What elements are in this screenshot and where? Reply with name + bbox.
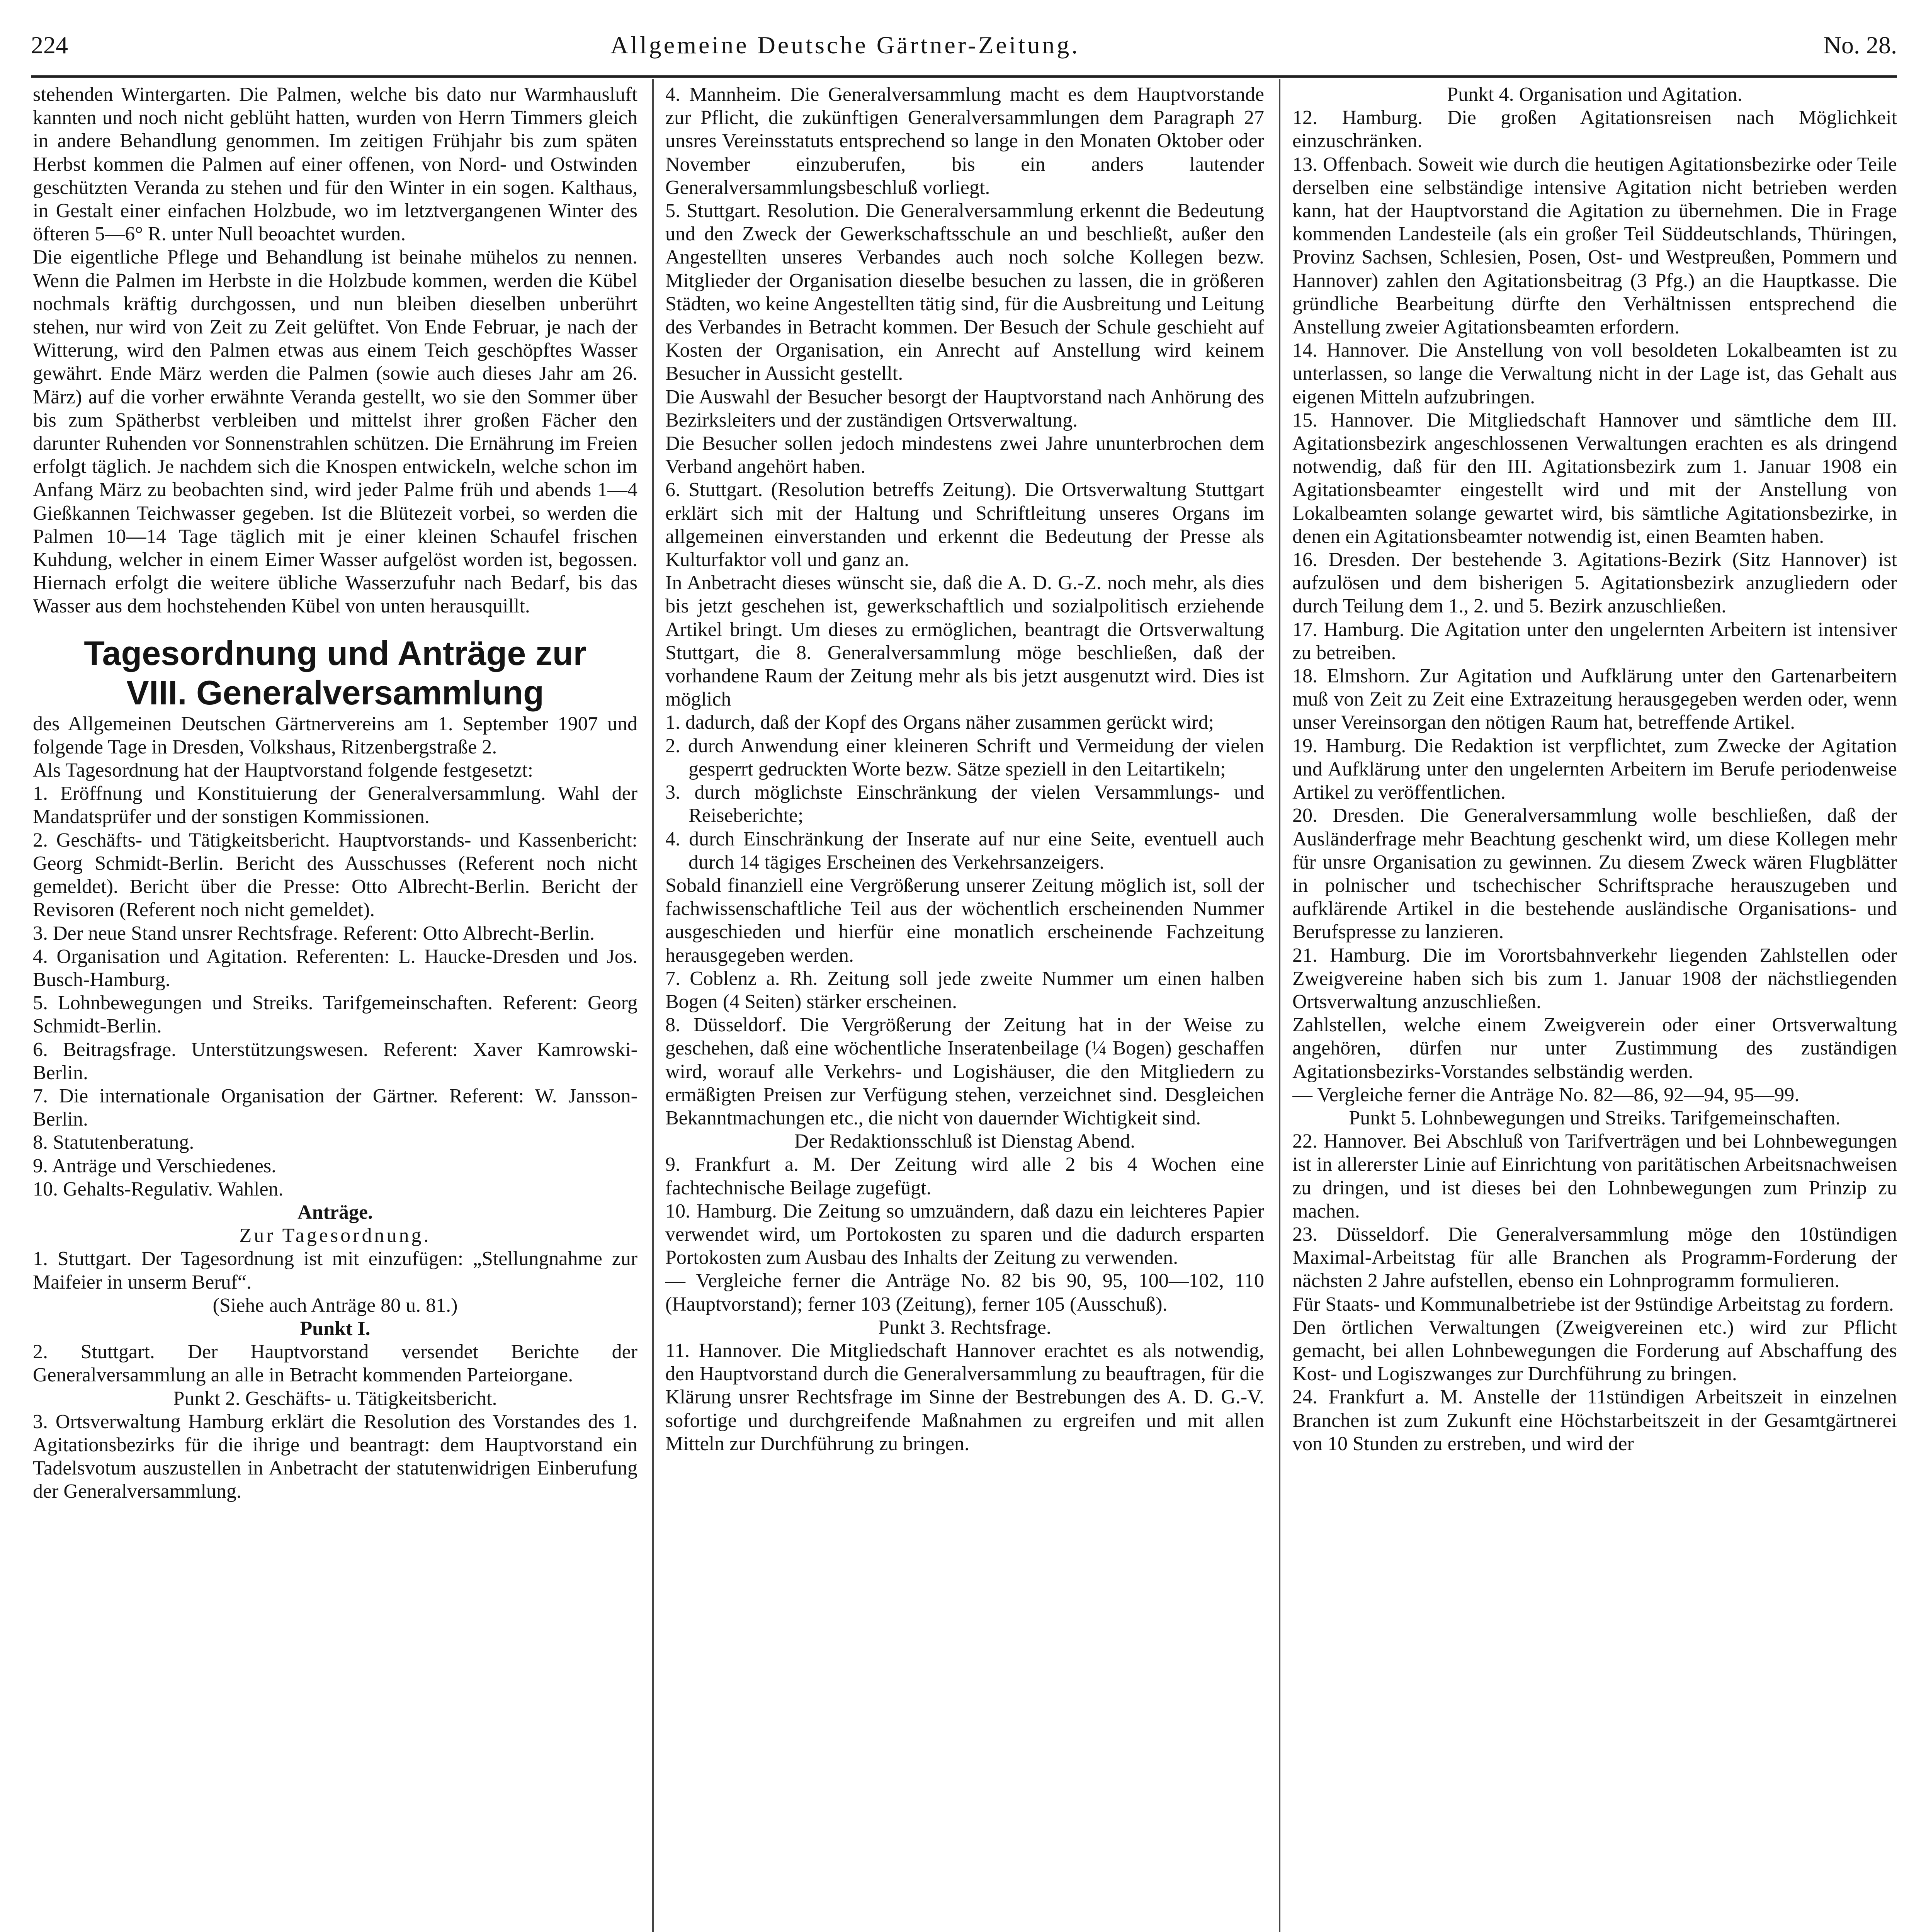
paragraph: — Vergleiche ferner die Anträge No. 82 bis 90, 95, 100—102, 110 (Hauptvorstand); ferner 103 (Zeitung), ferner 105 (Ausschuß). [665, 1270, 1264, 1315]
paragraph: Die Auswahl der Besucher besorgt der Hauptvorstand nach Anhörung des Bezirksleiters und der zuständigen Ortsverwaltung. [665, 386, 1264, 431]
list-item: 3. durch möglichste Einschränkung der vielen Versammlungs- und Reiseberichte; [665, 781, 1264, 827]
motion: 9. Frankfurt a. M. Der Zeitung wird alle 2 bis 4 Wochen eine fachtechnische Beilage zugefügt. [665, 1153, 1264, 1199]
motion: 3. Ortsverwaltung Hamburg erklärt die Resolution des Vorstandes des 1. Agitationsbezirks für die ihrige und beantragt: dem Hauptvorstand ein Tadelsvotum auszustellen in Anbetracht der statutenwidrigen Einberufung der Generalversammlung. [33, 1410, 637, 1503]
agenda-item: 7. Die internationale Organisation der Gärtner. Referent: W. Jansson-Berlin. [33, 1085, 637, 1131]
motion: 20. Dresden. Die Generalversammlung wolle beschließen, daß der Ausländerfrage mehr Beachtung geschenkt wird, um diese Kollegen mehr für unsre Organisation zu gewinnen. Zu diesem Zweck wären Flugblätter in polnischer und tschechischer Schriftsprache herauszugeben und aufklärende Artikel in die bestehende ausländische Organisations- und Berufspresse zu lanzieren. [1292, 804, 1897, 943]
section-title: Punkt 5. Lohnbewegungen und Streiks. Tarifgemeinschaften. [1349, 1107, 1841, 1129]
paragraph: Zahlstellen, welche einem Zweigverein oder einer Ortsverwaltung angehören, dürfen nur unter Zustimmung des zuständigen Agitationsbezirks-Vorstandes selbständig werden. [1292, 1014, 1897, 1083]
section-title: Punkt 2. Geschäfts- u. Tätigkeitsbericht. [173, 1387, 497, 1410]
page-number: 224 [31, 31, 68, 59]
agenda-item: 2. Geschäfts- und Tätigkeitsbericht. Hauptvorstands- und Kassenbericht: Georg Schmidt-Berlin. Bericht des Ausschusses (Referent noch nicht gemeldet). Bericht über die Presse: Otto Albrecht-Berlin. Bericht der Revisoren (Referent noch nicht gemeldet). [33, 829, 637, 921]
motion: 2. Stuttgart. Der Hauptvorstand versendet Berichte der Generalversammlung an alle in Betracht kommenden Parteiorgane. [33, 1341, 637, 1386]
paragraph: Die Besucher sollen jedoch mindestens zwei Jahre ununterbrochen dem Verband angehört haben. [665, 432, 1264, 478]
agenda-item: 1. Eröffnung und Konstituierung der Generalversammlung. Wahl der Mandatsprüfer und der sonstigen Kommissionen. [33, 782, 637, 828]
paragraph: Die eigentliche Pflege und Behandlung ist beinahe mühelos zu nennen. Wenn die Palmen im Herbste in die Holzbude kommen, werden die Kübel nochmals kräftig durchgossen, und nun bleiben dieselben unberührt stehen, nur wird von Zeit zu Zeit gelüftet. Von Ende Februar, je nach der Witterung, wird den Palmen etwas aus einem Teich geschöpftes Wasser gewährt. Ende März werden die Palmen (sowie auch dieses Jahr am 26. März) auf die vorher erwähnte Veranda gestellt, wo sie den Sommer über bis zum Spätherbst verbleiben und mittelst ihrer großen Fächer den darunter Ruhenden vor Sonnenstrahlen schützen. Die Ernährung im Freien erfolgt täglich. Je nachdem sich die Knospen entwickeln, welche schon im Anfang März zu beobachten sind, wird jeder Palme früh und abends 1—4 Gießkannen Teichwasser gegeben. Ist die Blütezeit vorbei, so werden die Palmen 10—14 Tage täglich mit je einer kleinen Schaufel frischen Kuhdung, welcher in einem Eimer Wasser aufgelöst worden ist, begossen. Hiernach erfolgt die weitere übliche Wasserzufuhr nach Bedarf, bis das Wasser aus dem hochstehenden Kübel von unten herausquillt. [33, 246, 637, 617]
column-divider-1 [652, 79, 654, 1932]
list-item: 2. durch Anwendung einer kleineren Schrift und Vermeidung der vielen gesperrt gedruckten Worte bezw. Sätze speziell in den Leitartikeln; [665, 735, 1264, 780]
paragraph: des Allgemeinen Deutschen Gärtnervereins am 1. September 1907 und folgende Tage in Dresden, Volkshaus, Ritzenbergstraße 2. [33, 713, 637, 758]
page-header [31, 27, 1897, 73]
motion: 14. Hannover. Die Anstellung von voll besoldeten Lokalbeamten ist zu unterlassen, so lange die Verwaltung nicht in der Lage ist, das Gehalt aus eigenen Mitteln aufzubringen. [1292, 339, 1897, 408]
section-subtitle: Zur Tagesordnung. [239, 1225, 431, 1247]
paragraph: — Vergleiche ferner die Anträge No. 82—86, 92—94, 95—99. [1292, 1083, 1800, 1106]
article-heading-line-1: Tagesordnung und Anträge zur [84, 634, 586, 672]
motion: 12. Hamburg. Die großen Agitationsreisen nach Möglichkeit einzuschränken. [1292, 107, 1897, 152]
paragraph: In Anbetracht dieses wünscht sie, daß die A. D. G.-Z. noch mehr, als dies bis jetzt geschehen ist, gewerkschaftlich und sozialpolitisch erziehende Artikel bringt. Um dieses zu ermöglichen, beantragt die Ortsverwaltung Stuttgart, die 8. Generalversammlung möge beschließen, daß der vorhandene Raum der Zeitung mehr als bis jetzt ausgenutzt wird. Dies ist möglich [665, 572, 1264, 711]
motion: 1. Stuttgart. Der Tagesordnung ist mit einzufügen: „Stellungnahme zur Maifeier in unserm Beruf“. [33, 1248, 637, 1293]
agenda-item: 4. Organisation und Agitation. Referenten: L. Haucke-Dresden und Jos. Busch-Hamburg. [33, 945, 637, 991]
column-3 [1292, 83, 1897, 1932]
paragraph: (Siehe auch Anträge 80 u. 81.) [212, 1294, 458, 1316]
section-title: Anträge. [297, 1201, 373, 1223]
motion: 11. Hannover. Die Mitgliedschaft Hannover erachtet es als notwendig, den Hauptvorstand durch die Generalversammlung zu beauftragen, für die Klärung unsrer Rechtsfrage im Sinne der Bestrebungen des A. D. G.-V. sofortige und durchgreifende Maßnahmen zu ergreifen und mit allen Mitteln zur Durchführung zu bringen. [665, 1339, 1264, 1455]
motion: 10. Hamburg. Die Zeitung so umzuändern, daß dazu ein leichteres Papier verwendet wird, um Portokosten zu sparen und die dadurch ersparten Portokosten zum Ausbau des Inhalts der Zeitung zu verwenden. [665, 1200, 1264, 1269]
newspaper-title: Allgemeine Deutsche Gärtner-Zeitung. [610, 31, 1080, 59]
motion: 8. Düsseldorf. Die Vergrößerung der Zeitung hat in der Weise zu geschehen, daß eine wöchentliche Inseratenbeilage (¼ Bogen) geschaffen wird, worauf alle Verkehrs- und Logishäuser, die den Mitgliedern zu ermäßigten Preisen zur Verfügung stehen, verzeichnet sind. Desgleichen Bekanntmachungen etc., die nicht von dauernder Wichtigkeit sind. [665, 1014, 1264, 1129]
motion: 13. Offenbach. Soweit wie durch die heutigen Agitationsbezirke oder Teile derselben eine selbständige intensive Agitation nicht betrieben werden kann, hat der Hauptvorstand die Agitation zu übernehmen. Die in Frage kommenden Landesteile (als ein großer Teil Süddeutschlands, Thüringen, Provinz Sachsen, Schlesien, Posen, Ost- und Westpreußen, Pommern und Hannover) zahlen den Agitationsbeitrag (3 Pfg.) an die Hauptkasse. Die gründliche Bearbeitung dürfte den Verhältnissen entsprechend die Anstellung zweier Agitationsbeamten erfordern. [1292, 153, 1897, 338]
article-heading-line-2: VIII. Generalversammlung [126, 673, 544, 712]
motion: 23. Düsseldorf. Die Generalversammlung möge den 10stündigen Maximal-Arbeitstag für alle Branchen als Programm-Forderung der nächsten 2 Jahre aufstellen, ebenso ein Lohnprogramm formulieren. [1292, 1223, 1897, 1292]
paragraph: Der Redaktionsschluß ist Dienstag Abend. [794, 1130, 1136, 1153]
issue-number: No. 28. [1823, 31, 1897, 59]
agenda-item: 5. Lohnbewegungen und Streiks. Tarifgemeinschaften. Referent: Georg Schmidt-Berlin. [33, 992, 637, 1037]
list-item: 4. durch Einschränkung der Inserate auf nur eine Seite, eventuell auch durch 14 tägiges Erscheinen des Verkehrsanzeigers. [665, 828, 1264, 873]
paragraph: Sobald finanziell eine Vergrößerung unserer Zeitung möglich ist, soll der fachwissenschaftliche Teil aus der wöchentlich erscheinenden Nummer ausgeschieden und hierfür eine monatlich erscheinende Fachzeitung herausgegeben werden. [665, 874, 1264, 966]
list-item: 1. dadurch, daß der Kopf des Organs näher zusammen gerückt wird; [665, 711, 1214, 734]
column-2 [665, 83, 1264, 1932]
paragraph: stehenden Wintergarten. Die Palmen, welche bis dato nur Warmhausluft kannten und noch nicht geblüht hatten, wurden von Herrn Timmers gleich in andere Behandlung genommen. Im zeitigen Frühjahr bis zum späten Herbst kommen die Palmen auf einer offenen, von Nord- und Ostwinden geschützten Veranda zu stehen und für den Winter in ein sogen. Kalthaus, in Gestalt einer einfachen Holzbude, wo im letztvergangenen Winter des öfteren 5—6° R. unter Null beoachtet wurden. [33, 83, 637, 245]
agenda-item: 10. Gehalts-Regulativ. Wahlen. [33, 1178, 284, 1200]
motion: 7. Coblenz a. Rh. Zeitung soll jede zweite Nummer um einen halben Bogen (4 Seiten) stärker erscheinen. [665, 967, 1264, 1013]
motion: 17. Hamburg. Die Agitation unter den ungelernten Arbeitern ist intensiver zu betreiben. [1292, 618, 1897, 664]
motion: 15. Hannover. Die Mitgliedschaft Hannover und sämtliche dem III. Agitationsbezirk angeschlossenen Verwaltungen erachten es als dringend notwendig, daß für den III. Agitationsbezirk zum 1. Januar 1908 ein Agitationsbeamter eingestellt wird und mit der Anstellung von Lokalbeamten solange gewartet wird, bis sämtliche Agitationsbezirke, in denen ein Agitationsbeamter notwendig ist, einen Beamten haben. [1292, 409, 1897, 548]
header-rule [31, 75, 1897, 78]
agenda-item: 8. Statutenberatung. [33, 1131, 194, 1154]
paragraph: Den örtlichen Verwaltungen (Zweigvereinen etc.) wird zur Pflicht gemacht, bei allen Lohnbewegungen die Forderung auf Abschaffung des Kost- und Logiszwanges zur Durchführung zu bringen. [1292, 1316, 1897, 1385]
section-title: Punkt I. [300, 1317, 371, 1340]
motion: 16. Dresden. Der bestehende 3. Agitations-Bezirk (Sitz Hannover) ist aufzulösen und dem bisherigen 5. Agitationsbezirk anzugliedern oder durch Teilung dem 1., 2. und 5. Bezirk anzuschließen. [1292, 549, 1897, 617]
motion: 6. Stuttgart. (Resolution betreffs Zeitung). Die Ortsverwaltung Stuttgart erklärt sich mit der Haltung und Schriftleitung unseres Organs im allgemeinen einverstanden und erkennt die Bedeutung der Presse als Kulturfaktor voll und ganz an. [665, 479, 1264, 571]
agenda-item: 9. Anträge und Verschiedenes. [33, 1155, 277, 1177]
motion: 24. Frankfurt a. M. Anstelle der 11stündigen Arbeitszeit in einzelnen Branchen ist zum Zukunft eine Höchstarbeitszeit in der Gesamtgärtnerei von 10 Stunden zu erstreben, und wird der [1292, 1386, 1897, 1455]
motion: 22. Hannover. Bei Abschluß von Tarifverträgen und bei Lohnbewegungen ist in allererster Linie auf Einrichtung von paritätischen Arbeitsnachweisen zu dringen, und ist dieses bei den Lohnbewegungen zum Prinzip zu machen. [1292, 1130, 1897, 1222]
section-title: Punkt 4. Organisation und Agitation. [1447, 83, 1742, 105]
column-1 [33, 83, 637, 1932]
motion: 21. Hamburg. Die im Vorortsbahnverkehr liegenden Zahlstellen oder Zweigvereine haben sich bis zum 1. Januar 1908 der nächstliegenden Ortsverwaltung anzuschließen. [1292, 944, 1897, 1013]
agenda-item: 6. Beitragsfrage. Unterstützungswesen. Referent: Xaver Kamrowski-Berlin. [33, 1038, 637, 1084]
paragraph: Als Tagesordnung hat der Hauptvorstand folgende festgesetzt: [33, 759, 534, 782]
motion: 5. Stuttgart. Resolution. Die Generalversammlung erkennt die Bedeutung und den Zweck der Gewerkschaftsschule an und beschließt, außer den Angestellten unseres Verbandes auch noch solche Kollegen bezw. Mitglieder der Organisation dieselbe besuchen zu lassen, die in größeren Städten, wo keine Angestellten tätig sind, für die Ausbreitung und Leitung des Verbandes in Betracht kommen. Der Besuch der Schule geschieht auf Kosten der Organisation, ein Anrecht auf Anstellung wird keinem Besucher in Aussicht gestellt. [665, 200, 1264, 385]
motion: 19. Hamburg. Die Redaktion ist verpflichtet, zum Zwecke der Agitation und Aufklärung unter den ungelernten Arbeitern im Berufe periodenweise Artikel zu veröffentlichen. [1292, 735, 1897, 804]
motion: 18. Elmshorn. Zur Agitation und Aufklärung unter den Gartenarbeitern muß von Zeit zu Zeit eine Extrazeitung herausgegeben werden oder, wenn unser Vereinsorgan den nötigen Raum hat, betreffende Artikel. [1292, 665, 1897, 734]
column-divider-2 [1279, 79, 1280, 1932]
paragraph: Für Staats- und Kommunalbetriebe ist der 9stündige Arbeitstag zu fordern. [1292, 1293, 1894, 1315]
section-title: Punkt 3. Rechtsfrage. [878, 1316, 1051, 1338]
motion: 4. Mannheim. Die Generalversammlung macht es dem Hauptvorstande zur Pflicht, die zukünftigen Generalversammlungen dem Paragraph 27 unsres Vereinsstatuts entsprechend so lange in den Monaten Oktober oder November einzuberufen, bis ein anders lautender Generalversammlungsbeschluß vorliegt. [665, 83, 1264, 199]
agenda-item: 3. Der neue Stand unsrer Rechtsfrage. Referent: Otto Albrecht-Berlin. [33, 922, 595, 944]
